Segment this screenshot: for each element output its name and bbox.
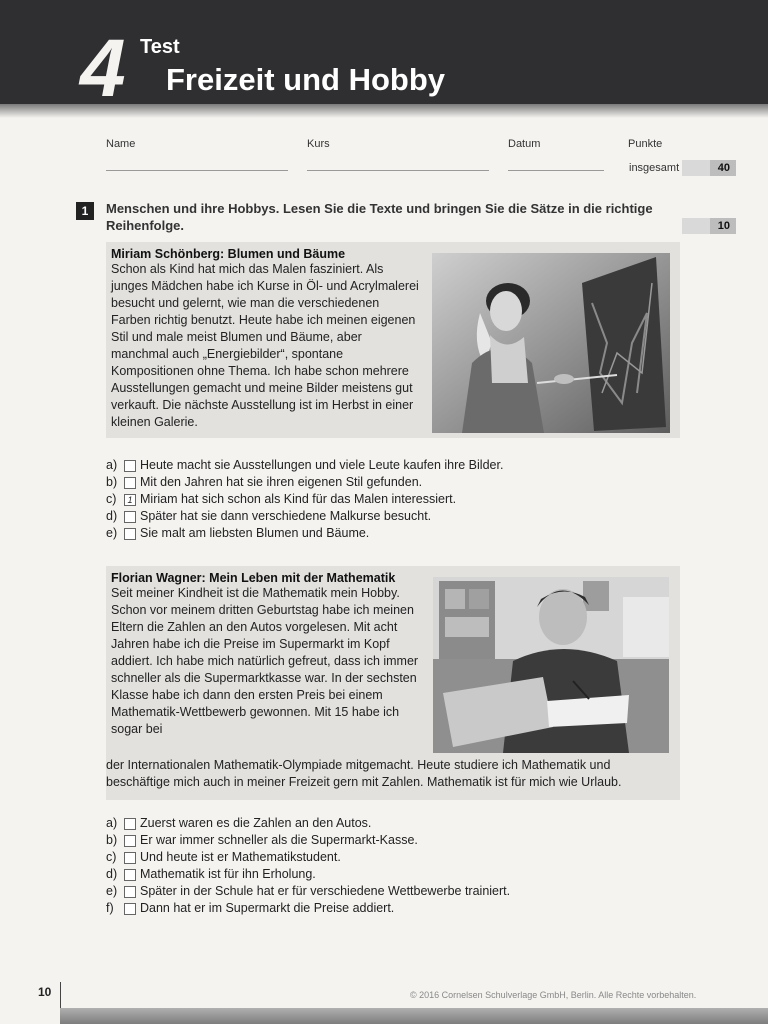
task-instruction: Menschen und ihre Hobbys. Lesen Sie die Texte und bringen Sie die Sätze in die richtige Reihenfolge. <box>106 201 653 233</box>
item-letter: d) <box>106 509 118 523</box>
item-text: Später hat sie dann verschiedene Malkurse besucht. <box>140 509 432 523</box>
text-title: Miriam Schönberg: Blumen und Bäume <box>111 247 346 261</box>
list-item <box>106 883 686 900</box>
list-item <box>106 474 686 491</box>
item-letter: d) <box>106 867 118 881</box>
item-text: Und heute ist er Mathematikstudent. <box>140 850 341 864</box>
item-letter: c) <box>106 850 117 864</box>
list-item <box>106 849 686 866</box>
bottom-strip <box>60 1008 768 1024</box>
order-checkbox[interactable] <box>124 903 136 915</box>
painter-illustration <box>432 253 670 433</box>
kurs-field[interactable] <box>307 170 489 171</box>
student-illustration <box>433 577 669 753</box>
item-letter: b) <box>106 475 118 489</box>
item-letter: b) <box>106 833 118 847</box>
order-checkbox[interactable] <box>124 869 136 881</box>
order-checkbox[interactable] <box>124 528 136 540</box>
text-body: Schon als Kind hat mich das Malen fasziniert. Als junges Mädchen habe ich Kurse in Öl- und Acrylmalerei besucht und gelernt, wie man die verschiedenen Farben richtig benutzt. Heute habe ich meinen eigenen Stil und male meist Blumen und Bäume, aber manchmal auch „Energiebilder“, spontane Kompositionen ohne Thema. Ich habe schon mehrere Ausstellungen gemacht und meine Bilder meistens gut verkauft. Die nächste Ausstellung ist im Herbst in einer kleinen Galerie. <box>111 262 419 429</box>
item-text: Sie malt am liebsten Blumen und Bäume. <box>140 526 370 540</box>
item-letter: e) <box>106 884 118 898</box>
item-text: Dann hat er im Supermarkt die Preise addiert. <box>140 901 395 915</box>
list-item <box>106 832 686 849</box>
list-item <box>106 815 686 832</box>
order-checkbox[interactable] <box>124 852 136 864</box>
name-field[interactable] <box>106 170 288 171</box>
order-checkbox[interactable] <box>124 511 136 523</box>
list-item <box>106 525 686 542</box>
total-score: 40 <box>717 162 730 174</box>
item-letter: f) <box>106 901 114 915</box>
task-score-box[interactable] <box>682 218 736 234</box>
item-text: Mit den Jahren hat sie ihren eigenen Stil gefunden. <box>140 475 423 489</box>
item-letter: a) <box>106 816 118 830</box>
item-text: Mathematik ist für ihn Erholung. <box>140 867 316 881</box>
item-letter: c) <box>106 492 117 506</box>
item-letter: a) <box>106 458 118 472</box>
text-body: Seit meiner Kindheit ist die Mathematik mein Hobby. Schon vor meinem dritten Geburtstag habe ich meinen Eltern die Zahlen an den Autos vorgelesen. Mit acht Jahren habe ich die Preise im Supermarkt im Kopf addiert. Ich habe mich natürlich gefreut, dass ich immer schneller als die Supermarktkasse war. In der sechsten Klasse habe ich dann den ersten Preis bei einem Mathematik-Wettbewerb gewonnen. Mit 15 habe ich sogar bei <box>111 586 419 736</box>
page-divider <box>60 982 61 1008</box>
item-text: Später in der Schule hat er für verschiedene Wettbewerbe trainiert. <box>140 884 511 898</box>
order-checkbox[interactable] <box>124 477 136 489</box>
item-text: Miriam hat sich schon als Kind für das Malen interessiert. <box>140 492 457 506</box>
total-score-box[interactable] <box>682 160 736 176</box>
order-checkbox[interactable] <box>124 886 136 898</box>
name-label: Name <box>106 138 136 150</box>
items-list-1 <box>106 457 686 542</box>
task-number: 1 <box>76 202 94 220</box>
item-letter: e) <box>106 526 118 540</box>
list-item <box>106 491 686 508</box>
copyright-notice: © 2016 Cornelsen Schulverlage GmbH, Berlin. Alle Rechte vorbehalten. <box>410 990 697 1000</box>
item-text: Heute macht sie Ausstellungen und viele Leute kaufen ihre Bilder. <box>140 458 504 472</box>
page-number: 10 <box>38 985 52 999</box>
order-checkbox[interactable] <box>124 818 136 830</box>
item-text: Er war immer schneller als die Supermarkt-Kasse. <box>140 833 418 847</box>
task-score: 10 <box>717 220 730 232</box>
text-body-continued: der Internationalen Mathematik-Olympiade mitgemacht. Heute studiere ich Mathematik und beschäftige mich auch in meiner Freizeit gern mit Zahlen. Mathematik ist für mich wie Urlaub. <box>106 758 622 789</box>
list-item <box>106 866 686 883</box>
list-item <box>106 900 686 917</box>
order-checkbox[interactable] <box>124 835 136 847</box>
items-list-2 <box>106 815 686 917</box>
student-photo <box>433 577 669 753</box>
item-text: Zuerst waren es die Zahlen an den Autos. <box>140 816 372 830</box>
chapter-number: 4 <box>80 23 126 114</box>
list-item <box>106 508 686 525</box>
list-item <box>106 457 686 474</box>
order-checkbox[interactable] <box>124 460 136 472</box>
datum-label: Datum <box>508 138 541 150</box>
painter-photo <box>432 253 670 433</box>
total-label: insgesamt <box>629 162 680 174</box>
page-title: Freizeit und Hobby <box>166 62 445 97</box>
header-label: Test <box>140 36 180 58</box>
order-checkbox[interactable]: 1 <box>124 494 136 506</box>
punkte-label: Punkte <box>628 138 663 150</box>
kurs-label: Kurs <box>307 138 330 150</box>
text-title: Florian Wagner: Mein Leben mit der Mathematik <box>111 571 396 585</box>
datum-field[interactable] <box>508 170 604 171</box>
